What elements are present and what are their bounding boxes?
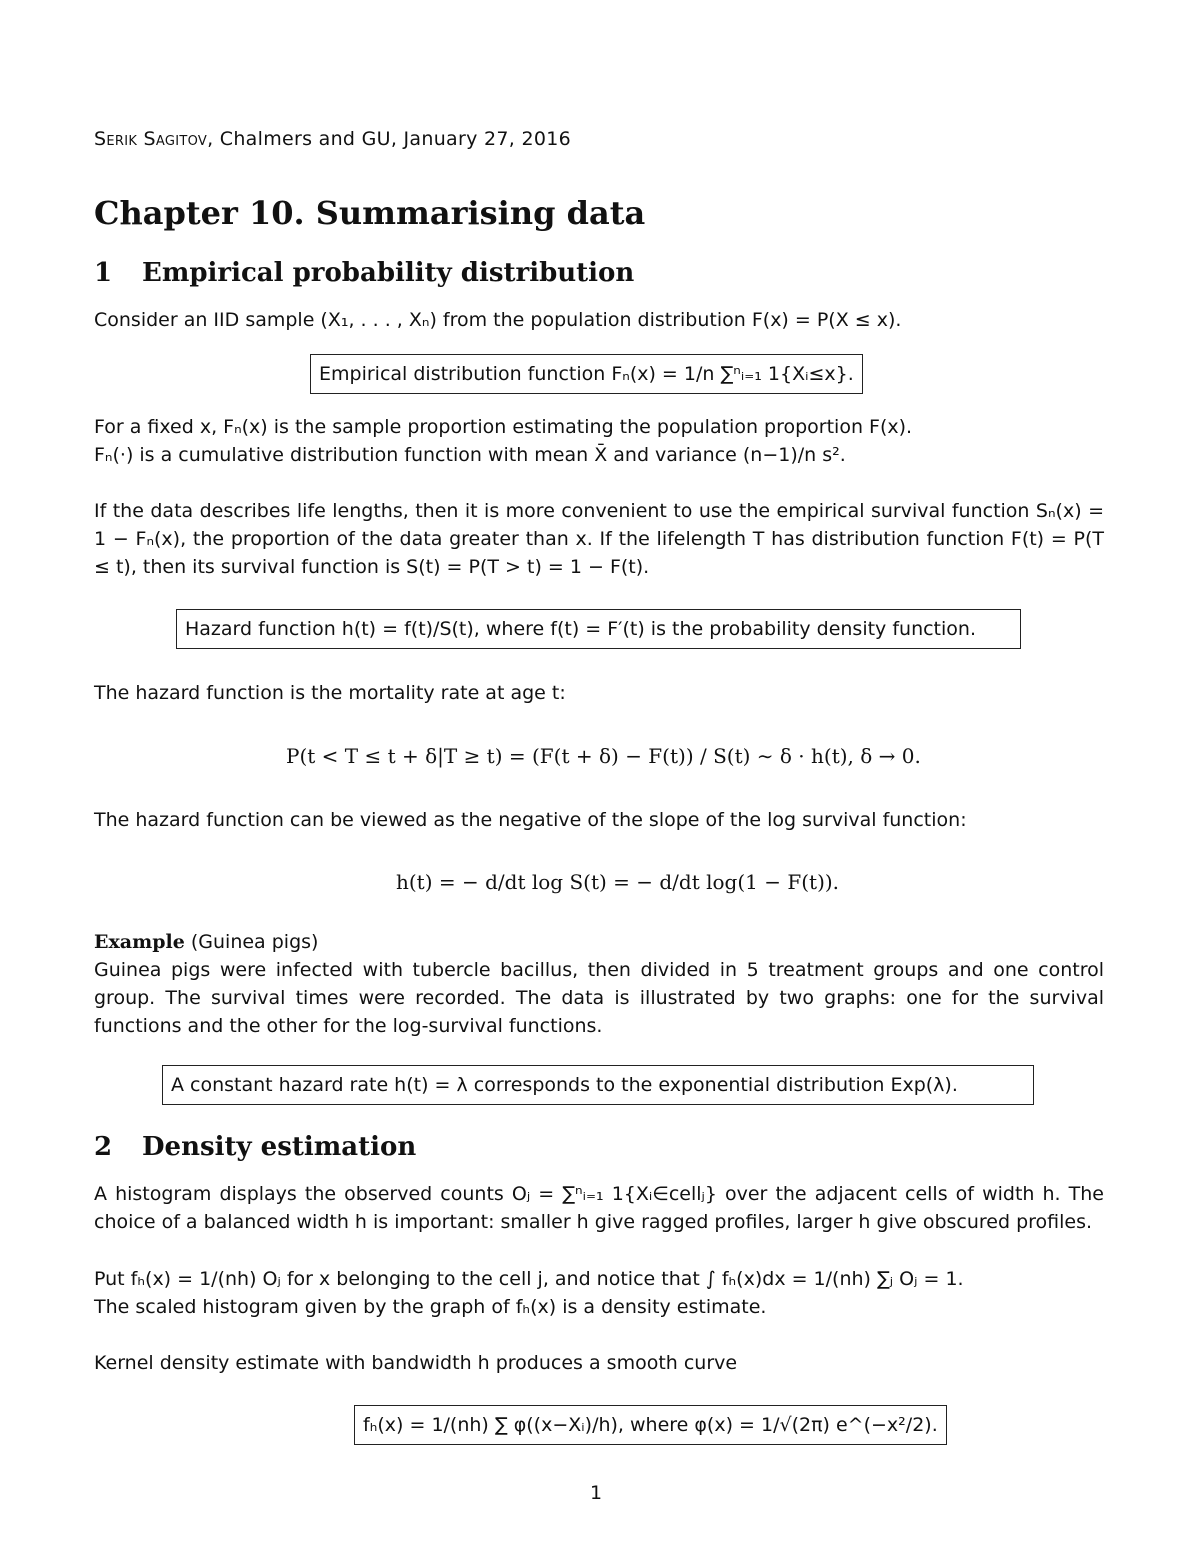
page-number: 1 [590, 1482, 603, 1504]
fixed-x-sentence: For a fixed x, Fₙ(x) is the sample proportion estimating the population proportion F(x). [94, 416, 913, 438]
log-survival-equation: h(t) = − d/dt log S(t) = − d/dt log(1 − F(t)). [396, 870, 840, 894]
example-label: Example [94, 931, 185, 953]
chapter-title: Chapter 10. Summarising data [94, 194, 646, 232]
kernel-intro: Kernel density estimate with bandwidth h produces a smooth curve [94, 1352, 738, 1374]
section-2-title: Density estimation [142, 1132, 417, 1162]
hazard-definition-box: Hazard function h(t) = f(t)/S(t), where f(t) = F′(t) is the probability density function. [176, 609, 1021, 649]
mortality-intro: The hazard function is the mortality rate at age t: [94, 682, 566, 704]
histogram-paragraph: A histogram displays the observed counts Oⱼ = ∑ⁿᵢ₌₁ 1{Xᵢ∈cellⱼ} over the adjacent cells of width h. The choice of a balanced width h is important: smaller h give ragged profiles, larger h give obscured profiles. [94, 1183, 1104, 1233]
density-estimate-sentence: The scaled histogram given by the graph of fₕ(x) is a density estimate. [94, 1296, 767, 1318]
scaled-histogram-definition: Put fₕ(x) = 1/(nh) Oⱼ for x belonging to the cell j, and notice that ∫ fₕ(x)dx = 1/(nh) ∑ⱼ Oⱼ = 1. [94, 1268, 964, 1290]
constant-hazard-box: A constant hazard rate h(t) = λ corresponds to the exponential distribution Exp(λ). [162, 1065, 1034, 1105]
intro-sentence: Consider an IID sample (X₁, . . . , Xₙ) from the population distribution F(x) = P(X ≤ x). [94, 309, 902, 331]
section-1-title: Empirical probability distribution [142, 258, 635, 288]
example-title: (Guinea pigs) [184, 931, 319, 953]
example-heading [94, 928, 318, 956]
section-1-number: 1 [94, 258, 113, 288]
slope-intro: The hazard function can be viewed as the negative of the slope of the log survival function: [94, 809, 967, 831]
section-2-number: 2 [94, 1132, 113, 1162]
kernel-density-box: fₕ(x) = 1/(nh) ∑ φ((x−Xᵢ)/h), where φ(x) = 1/√(2π) e^(−x²/2). [354, 1405, 947, 1445]
survival-paragraph: If the data describes life lengths, then it is more convenient to use the empirical survival function Sₙ(x) = 1 − Fₙ(x), the proportion of the data greater than x. If the lifelength T has distribution function F(t) = P(T ≤ t), then its survival function is S(t) = P(T > t) = 1 − F(t). [94, 500, 1104, 578]
edf-definition-box: Empirical distribution function Fₙ(x) = 1/n ∑ⁿᵢ₌₁ 1{Xᵢ≤x}. [310, 354, 863, 394]
author-name: Serik Sagitov [94, 128, 208, 150]
affiliation-date: , Chalmers and GU, January 27, 2016 [207, 128, 572, 150]
section-1-heading [94, 258, 634, 288]
example-paragraph: Guinea pigs were infected with tubercle bacillus, then divided in 5 treatment groups and one control group. The survival times were recorded. The data is illustrated by two graphs: one for the survival functions and the other for the log-survival functions. [94, 959, 1104, 1037]
cdf-sentence: Fₙ(·) is a cumulative distribution function with mean X̄ and variance (n−1)/n s². [94, 444, 846, 466]
mortality-equation: P(t < T ≤ t + δ|T ≥ t) = (F(t + δ) − F(t)) / S(t) ∼ δ · h(t), δ → 0. [286, 744, 921, 768]
section-2-heading [94, 1132, 416, 1162]
author-line [94, 128, 571, 150]
